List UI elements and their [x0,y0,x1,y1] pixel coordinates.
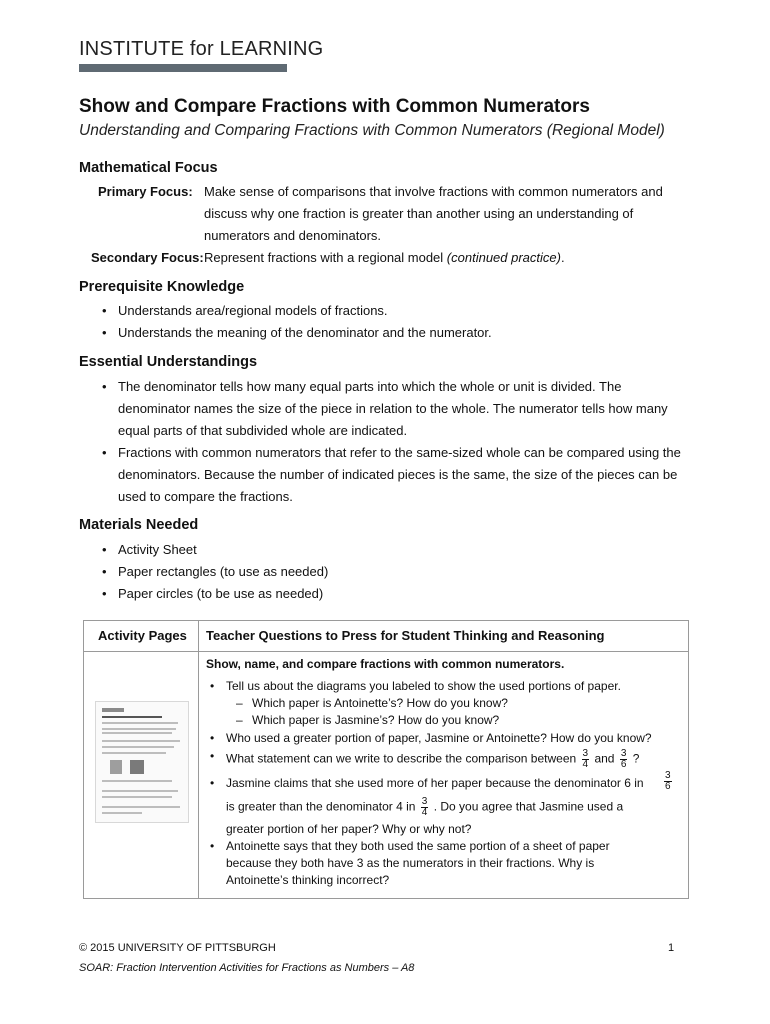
teacher-questions-header: Teacher Questions to Press for Student Thinking and Reasoning [206,628,605,643]
fraction-three-sixths: $\frac{3}{6}$ [620,748,627,770]
table-header-rule [84,651,688,652]
question-4-line2-pre: is greater than the denominator 4 in [226,799,416,814]
fraction-three-fourths-q4: $\frac{3}{4}$ [421,796,428,818]
secondary-focus-text [204,247,684,269]
secondary-focus-note: (continued practice) [446,250,561,265]
question-5-line3: Antoinette’s thinking incorrect? [226,873,390,887]
question-3-and: and [594,751,615,766]
series-title: SOAR: Fraction Intervention Activities for Fractions as Numbers – A8 [79,962,415,974]
logo-text: INSTITUTE for LEARNING [79,38,324,60]
table-divider [198,621,199,898]
fraction-three-sixths-q4: $\frac{3}{6}$ [665,770,671,792]
question-3-text: What statement can we write to describe the comparison between [226,751,577,766]
list-item: • Paper rectangles (to use as needed) [100,561,680,583]
question-5-line2: because they both have 3 as the numerators in their fractions. Why is [226,856,595,870]
question-4 [226,776,644,790]
question-5: • Antoinette says that they both used the same portion of a sheet of paper [226,839,610,853]
fraction-three-fourths: $\frac{3}{4}$ [582,748,589,770]
list-item: • Understands the meaning of the denominator and the numerator. [100,322,680,344]
questions-subheading: Show, name, and compare fractions with common numerators. [206,657,565,671]
document-title: Show and Compare Fractions with Common Numerators [79,96,590,117]
focus-block [0,181,770,271]
essential-understandings-heading: Essential Understandings [79,354,258,370]
document-subtitle: Understanding and Comparing Fractions with Common Numerators (Regional Model) [79,122,665,139]
secondary-focus-end: . [560,250,565,265]
list-item: • Fractions with common numerators that refer to the same-sized whole can be compared using the denominators. Because the number of indicated pieces is the same, the size of the pieces can be used to compare the fractions. [100,442,682,508]
prerequisite-list [100,300,680,344]
question-3-end: ? [632,751,640,766]
question-1a: – Which paper is Antoinette’s? How do you know? [252,696,508,710]
logo-bar [79,64,287,72]
list-item: • Paper circles (to be use as needed) [100,583,680,605]
copyright: © 2015 UNIVERSITY OF PITTSBURGH [79,942,276,954]
list-item: • Activity Sheet [100,539,680,561]
primary-focus-label: Primary Focus: [98,184,193,199]
mathematical-focus-heading: Mathematical Focus [79,160,218,176]
primary-focus-text: Make sense of comparisons that involve fractions with common numerators and discuss why one fraction is greater than another using an understanding of numerators and denominators. [204,184,663,243]
activity-pages-header: Activity Pages [98,628,187,643]
materials-needed-heading: Materials Needed [79,517,199,533]
question-4-line2-post: . Do you agree that Jasmine used a [433,799,624,814]
question-4-line2 [226,797,623,818]
activity-questions-table [83,620,689,899]
question-1b: – Which paper is Jasmine’s? How do you know? [252,713,499,727]
secondary-focus-label: Secondary Focus: [91,250,204,265]
prerequisite-knowledge-heading: Prerequisite Knowledge [79,279,245,295]
materials-list [100,539,680,605]
question-4-line1: Jasmine claims that she used more of her paper because the denominator 6 in [226,776,644,790]
question-3 [226,749,639,770]
question-2: • Who used a greater portion of paper, Jasmine or Antoinette? How do you know? [226,731,652,745]
activity-sheet-thumbnail [95,701,189,823]
page-number: 1 [668,942,675,954]
institute-for-learning-logo [79,38,324,72]
secondary-focus-main: Represent fractions with a regional model [204,250,447,265]
question-4-line3: greater portion of her paper? Why or why not? [226,822,472,836]
list-item: • Understands area/regional models of fractions. [100,300,680,322]
question-1: • Tell us about the diagrams you labeled to show the used portions of paper. [226,679,621,693]
list-item: • The denominator tells how many equal parts into which the whole or unit is divided. The denominator names the size of the piece in relation to the whole. The numerator tells how many equal parts of that subdivided whole are indicated. [100,376,682,442]
essential-list [100,376,682,508]
